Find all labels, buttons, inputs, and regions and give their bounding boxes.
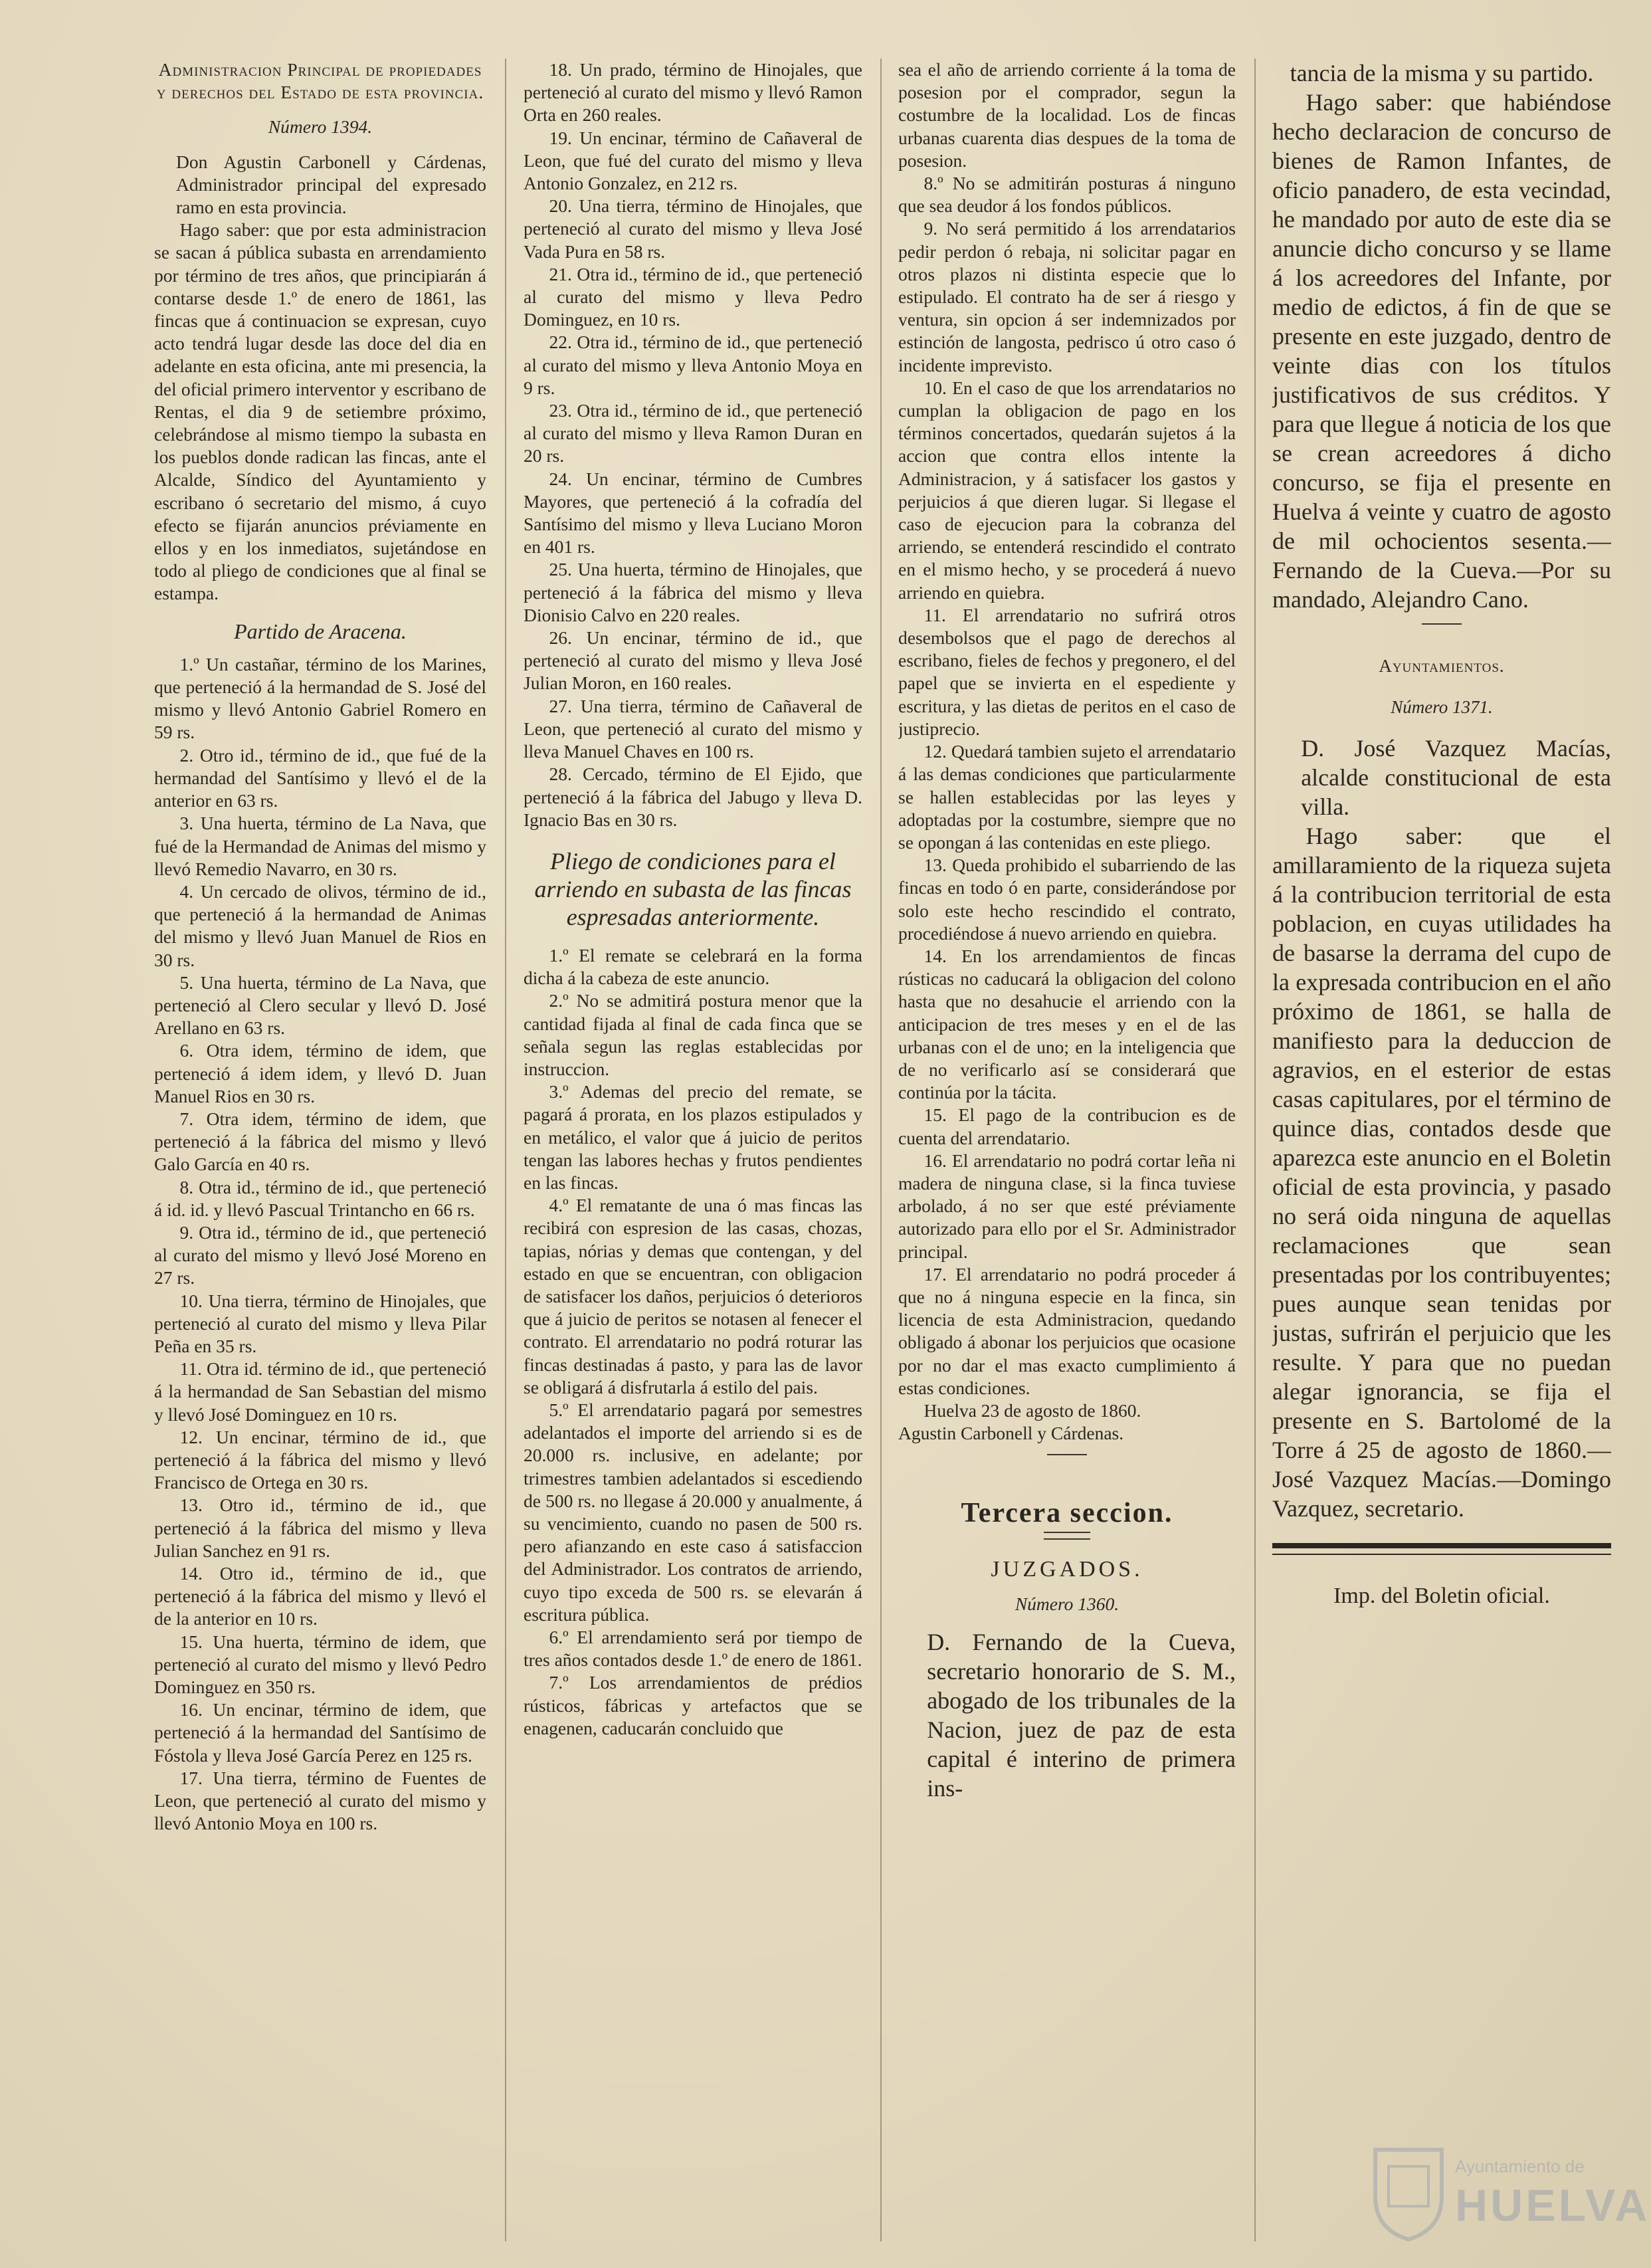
notice-number: Número 1394. [268,116,373,138]
condition-item: 16. El arrendatario no podrá cortar leña ni madera de ninguna clase, si la finca tuviese arbolado, á no ser que esté préviamente autorizado para ello por el Sr. Administrador principal. [898,1150,1236,1262]
signature-date: Huelva 23 de agosto de 1860. [923,1399,1141,1421]
property-item: 18. Un prado, término de Hinojales, que perteneció al curato del mismo y llevó Ramon Orta en 260 reales. [524,59,862,126]
property-item: 28. Cercado, término de El Ejido, que perteneció á la fábrica del Jabugo y lleva D. Ignacio Bas en 30 rs. [524,764,862,830]
condition-item: 2.º No se admitirá postura menor que la cantidad fijada al final de cada finca que se señala segun las reglas establecidas por instruccion. [524,990,862,1079]
divider [1047,1454,1087,1455]
pliego-title: Pliego de condiciones para el arriendo en subasta de las fincas espresadas anteriormente. [534,847,852,930]
condition-item: 14. En los arrendamientos de fincas rústicas no caducará la obligacion del colono hasta que no desahucie el arriendo con la anticipacion de tres meses y en el de las urbanas con el de uno; en la inteligencia que de no verificarlo así se considerará que continúa por la tácita. [898,945,1236,1103]
condition-item: 3.º Ademas del precio del remate, se pagará á prorata, en los plazos estipulados y en metálico, el valor que á juicio de peritos tengan las labores hechas y frutos pendientes en las fincas. [524,1081,862,1193]
property-item: 4. Un cercado de olivos, término de id., que perteneció á la hermandad de Animas del mismo y llevó Juan Manuel de Rios en 30 rs. [154,880,486,970]
property-item: 7. Otra idem, término de idem, que perteneció á la fábrica del mismo y llevó Galo García en 40 rs. [154,1108,486,1175]
condition-item: 6.º El arrendamiento será por tiempo de tres años contados desde 1.º de enero de 1861. [524,1627,862,1671]
watermark-line-1: Ayuntamiento de [1455,2156,1585,2176]
notice-body: Hago saber: que por esta administracion se sacan á pública subasta en arrendamiento por término de tres años, que principiarán á contarse desde 1.º de enero de 1861, las fincas que á continuacion se expresan, cuyo acto tendrá lugar desde las doce del dia en adelante en esta oficina, ante mi presencia, la del oficial primero interventor y escribano de Rentas, el dia 9 de setiembre próximo, celebrándose al mismo tiempo la subasta en los pueblos donde radican las fincas, ante el Alcalde, Síndico del Ayuntamiento y escribano ó secretario del mismo, á cuyo efecto se fijarán anuncios préviamente en ellos y en los inmediatos, sujetándose en todo al pliego de condiciones que al final se estampa. [154,219,486,604]
tercera-seccion-title: Tercera seccion. [961,1498,1173,1529]
property-item: 2. Otro id., término de id., que fué de la hermandad del Santísimo y llevó el de la anterior en 63 rs. [154,744,486,811]
watermark-line-2: HUELVA [1455,2180,1650,2231]
column-rule [1254,58,1256,2241]
condition-item: 12. Quedará tambien sujeto el arrendatario á las demas condiciones que particularmente se hallen establecidas por las leyes y adoptadas por la costumbre, siempre que no se opongan á las contenidas en este pliego. [898,741,1236,853]
column-2 [524,58,862,2241]
imprenta-footer: Imp. del Boletin oficial. [1333,1584,1550,1608]
condition-item: 5.º El arrendatario pagará por semestres adelantados el importe del arriendo si es de 20.000 rs. inclusive, en adelante; por trimestres tambien adelantados si escediendo de 500 rs. no llegase á 20.000 y anualmente, á su vencimiento, cuando no pasen de 500 rs. pero afianzando en este caso á satisfaccion del Administrador. Los contratos de arriendo, cuyo tipo exceda de 500 rs. se elevarán á escritura pública. [524,1399,862,1625]
thick-rule [1272,1543,1611,1548]
notice-number: Número 1371. [1391,697,1493,717]
conditions-list [524,944,862,1740]
property-item: 17. Una tierra, término de Fuentes de Leon, que perteneció al curato del mismo y llevó Antonio Moya en 100 rs. [154,1767,486,1834]
property-item: 8. Otra id., término de id., que perteneció á id. id. y llevó Pascual Trintancho en 66 rs. [154,1176,486,1220]
juez-notice: D. Fernando de la Cueva, secretario honorario de S. M., abogado de los tribunales de la Nacion, juez de paz de esta capital é interino de primera ins- [927,1629,1236,1802]
property-item: 10. Una tierra, término de Hinojales, que perteneció al curato del mismo y lleva Pilar Peña en 35 rs. [154,1290,486,1356]
condition-item: 8.º No se admitirán posturas á ninguno que sea deudor á los fondos públicos. [898,173,1236,217]
conditions-list [898,58,1236,1399]
condition-item: 9. No será permitido á los arrendatarios pedir perdon ó rebaja, ni solicitar pagar en otros plazos ni distinta especie que lo estipulado. El contrato ha de ser á riesgo y ventura, sin opcion á ser indemnizados por estinción de langosta, pedrisco ú otro caso ó incidente imprevisto. [898,218,1236,375]
property-item: 21. Otra id., término de id., que perteneció al curato del mismo y lleva Pedro Dominguez, en 10 rs. [524,263,862,330]
column-3 [898,58,1236,2241]
condition-item: 11. El arrendatario no sufrirá otros desembolsos que el pago de derechos al escribano, fieles de fechos y pregonero, el del papel que se invierta en el espediente y escritura, y las dietas de peritos en el caso de justiprecio. [898,604,1236,739]
property-item: 20. Una tierra, término de Hinojales, que perteneció al curato del mismo y lleva José Vada Pura en 58 rs. [524,195,862,262]
condition-item: 4.º El rematante de una ó mas fincas las recibirá con espresion de las casas, chozas, tapias, nórias y demas que contengan, y del estado en que se encuentran, con obligacion de satisfacer los daños, perjuicios ó deterioros que á juicio de peritos se notasen al fenecer el contrato. El arrendatario no podrá roturar las fincas destinadas á pasto, y para las de lavor se obligará á disfrutarla á estilo del pais. [524,1195,862,1397]
signature-name: Agustin Carbonell y Cárdenas. [898,1423,1124,1444]
condition-item: 13. Queda prohibido el subarriendo de las fincas en todo ó en parte, considerándose por solo este hecho rescindido el contrato, procediéndose á nuevo arriendo en quiebra. [898,855,1236,944]
juzgado-body: Hago saber: que habiéndose hecho declaracion de concurso de bienes de Ramon Infantes, de oficio panadero, de esta vecindad, he mandado por auto de este dia se anuncie dicho concurso y se llame á los acreedores del Infante, por medio de edictos, á fin de que se presente en este juzgado, dentro de veinte dias con los títulos justificativos de sus créditos. Y para que llegue á noticia de los que se crean acreedores á dicho concurso, se fija el presente en Huelva á veinte y cuatro de agosto de mil ochocientos sesenta.—Fernando de la Cueva.—Por su mandado, Alejandro Cano. [1272,89,1611,613]
condition-item: 15. El pago de la contribucion es de cuenta del arrendatario. [898,1104,1236,1148]
property-item: 15. Una huerta, término de idem, que perteneció al curato del mismo y llevó Pedro Dominguez en 350 rs. [154,1631,486,1698]
property-item: 27. Una tierra, término de Cañaveral de Leon, que perteneció al curato del mismo y lleva Manuel Chaves en 100 rs. [524,695,862,762]
column-4 [1272,58,1611,2241]
archive-watermark [1369,2143,1650,2249]
property-item: 6. Otra idem, término de idem, que perteneció á idem idem, y llevó D. Juan Manuel Rios en 30 rs. [154,1040,486,1106]
property-item: 1.º Un castañar, término de los Marines, que perteneció á la hermandad de S. José del mismo y llevó Antonio Gabriel Romero en 59 rs. [154,653,486,743]
double-rule [1044,1532,1090,1540]
property-item: 16. Un encinar, término de idem, que perteneció á la hermandad del Santísimo de Fóstola y lleva José García Perez en 125 rs. [154,1699,486,1766]
divider [1422,623,1462,625]
alcalde-name: D. José Vazquez Macías, alcalde constitucional de esta villa. [1301,735,1611,820]
ayuntamientos-heading: Ayuntamientos. [1379,656,1505,676]
condition-item: 10. En el caso de que los arrendatarios no cumplan la obligacion de pago en los términos concertados, quedarán sujetos á la accion que contra ellos intente la Administracion, y á satisfacer los gastos y perjuicios á que dieren lugar. Si llegase el caso de ejecucion para la cobranza del arriendo, se entenderá rescindido el contrato en el mismo hecho, y se procederá á nuevo arriendo en quiebra. [898,377,1236,603]
section-header: Administracion Principal de propiedades y derechos del Estado de esta provincia. [156,59,484,103]
property-item: 12. Un encinar, término de id., que perteneció á la fábrica del mismo y llevó Francisco de Ortega en 30 rs. [154,1426,486,1493]
thin-rule [1272,1554,1611,1555]
property-item: 14. Otro id., término de id., que perteneció á la fábrica del mismo y llevó el de la anterior en 10 rs. [154,1563,486,1629]
property-item: 3. Una huerta, término de La Nava, que fué de la Hermandad de Animas del mismo y llevó Remedio Navarro, en 30 rs. [154,813,486,879]
property-list [154,653,486,1835]
shield-icon [1369,2143,1448,2243]
property-item: 26. Un encinar, término de id., que perteneció al curato del mismo y lleva José Julian Moron, en 160 reales. [524,627,862,694]
condition-item: sea el año de arriendo corriente á la toma de posesion por el comprador, segun la costumbre de la localidad. Los de fincas urbanas cuarenta dias despues de la toma de posesion. [898,59,1236,171]
property-item: 11. Otra id. término de id., que perteneció á la hermandad de San Sebastian del mismo y llevó José Dominguez en 10 rs. [154,1358,486,1425]
column-rule [880,58,882,2241]
property-item: 19. Un encinar, término de Cañaveral de Leon, que fué del curato del mismo y lleva Antonio Gonzalez, en 212 rs. [524,127,862,194]
property-item: 13. Otro id., término de id., que perteneció á la fábrica del mismo y lleva Julian Sanchez en 91 rs. [154,1495,486,1561]
notice-author: Don Agustin Carbonell y Cárdenas, Administrador principal del expresado ramo en esta provincia. [176,151,486,218]
section-subtitle: Partido de Aracena. [234,619,407,643]
property-item: 25. Una huerta, término de Hinojales, que perteneció á la fábrica del mismo y lleva Dionisio Calvo en 220 reales. [524,559,862,625]
property-item: 9. Otra id., término de id., que perteneció al curato del mismo y llevó José Moreno en 27 rs. [154,1221,486,1289]
column-rule [505,58,506,2241]
condition-item: 17. El arrendatario no podrá proceder á que no á ninguna especie en la finca, sin licencia de esta Administracion, quedando obligado á abonar los perjuicios que ocasione por no dar el mas exacto cumplimiento á estas condiciones. [898,1263,1236,1398]
property-list [524,58,862,831]
property-item: 22. Otra id., término de id., que perteneció al curato del mismo y lleva Antonio Moya en 9 rs. [524,332,862,398]
property-item: 24. Un encinar, término de Cumbres Mayores, que perteneció á la cofradía del Santísimo del mismo y lleva Luciano Moron en 401 rs. [524,468,862,558]
property-item: 5. Una huerta, término de La Nava, que perteneció al Clero secular y llevó D. José Arellano en 63 rs. [154,972,486,1039]
continuation-text: tancia de la misma y su partido. [1290,60,1594,86]
notice-number: Número 1360. [1015,1593,1119,1614]
condition-item: 7.º Los arrendamientos de prédios rústicos, fábricas y artefactos que se enagenen, caducarán concluido que [524,1672,862,1738]
column-1 [154,58,486,2241]
ayuntamiento-body: Hago saber: que el amillaramiento de la riqueza sujeta á la contribucion territorial de esta poblacion, en cuyas utilidades ha de basarse la derrama del cupo de la expresada contribucion en el año próximo de 1861, se halla de manifiesto para la deduccion de agravios, en el esterior de estas casas capitulares, por el término de quince dias, contados desde que aparezca este anuncio en el Boletin oficial de esta provincia, y pasado no será oida ninguna de aquellas reclamaciones que sean presentadas por los contribuyentes; pues aunque sean tenidas por justas, sufrirán el perjuicio que les resulte. Y para que no puedan alegar ignorancia, se fija el presente en S. Bartolomé de la Torre á 25 de agosto de 1860.—José Vazquez Macías.—Domingo Vazquez, secretario. [1272,823,1611,1522]
juzgados-heading: JUZGADOS. [991,1556,1143,1582]
property-item: 23. Otra id., término de id., que perteneció al curato del mismo y lleva Ramon Duran en 20 rs. [524,400,862,466]
condition-item: 1.º El remate se celebrará en la forma dicha á la cabeza de este anuncio. [524,944,862,989]
